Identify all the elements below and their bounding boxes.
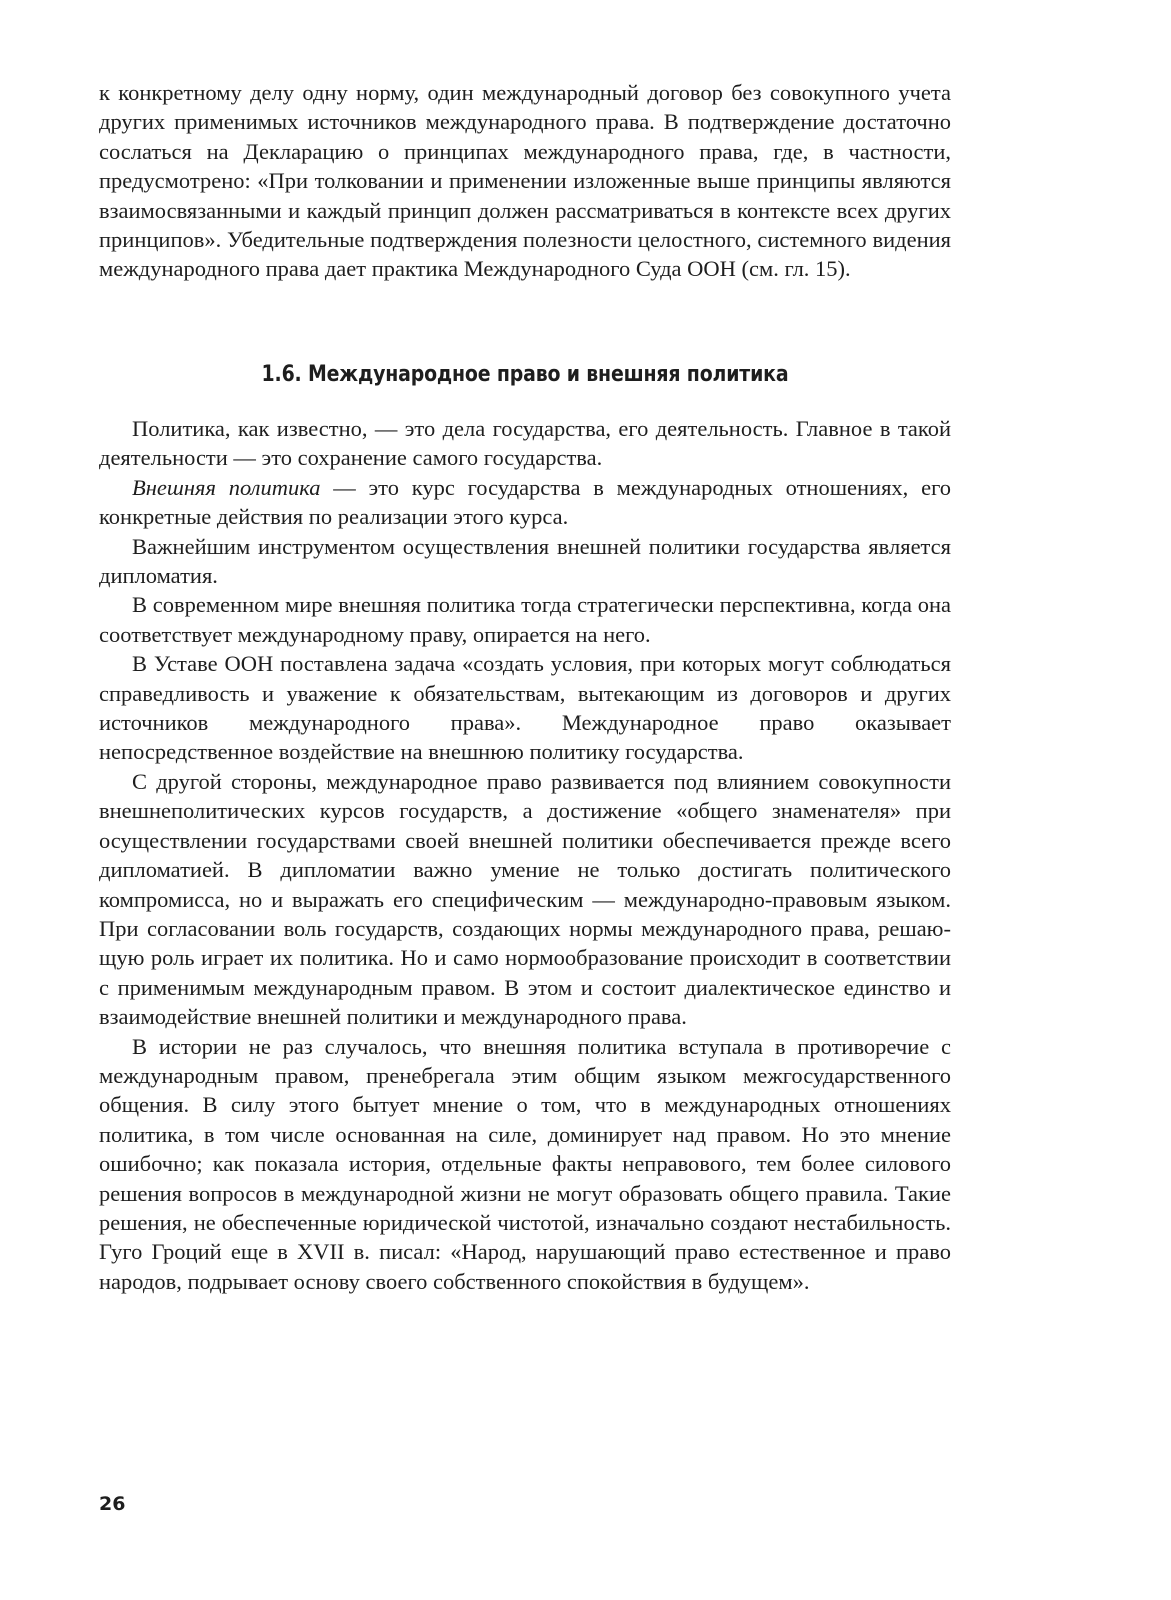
section-heading: 1.6. Международное право и внешняя политика: [261, 362, 789, 387]
page-number: 26: [99, 1493, 126, 1515]
paragraph-diplomacy: Важнейшим инструментом осуществления внешней политики государства является дипломатия.: [99, 533, 951, 589]
paragraph-continuation: к конкретному делу одну норму, один международный договор без совокупного учета других применимых источников международного права. В подтверждение достаточно сослаться на Декларацию о принципах международного права, где, в частности, предусмотрено: «При толковании и применении изложенные выше принципы являются взаимосвязанными и каждый принцип должен рассматриваться в контексте всех других принципов». Убедительные подтверждения полезности целостного, системного видения международного права дает практика Международного Суда ООН (см. гл. 15).: [99, 80, 951, 282]
paragraph-modern-world: В современном мире внешняя политика тогда стратегически перспективна, когда она соответствует международному праву, опирается на него.: [99, 592, 951, 647]
definition-term: Внешняя политика: [132, 474, 321, 500]
paragraph-other-side: С другой стороны, международное право развивается под влиянием совокупности внешнеполитических курсов государств, а достижение «общего знаменателя» при осуществлении государствами своей внешней политики обеспечивается прежде всего дипломатией. В дипломатии важно умение не только достигать политического компромисса, но и выражать его специфическим — международно-правовым языком. При согласовании воль государств, создающих нормы международного права, решающую роль играет их политика. Но и само нормообразование происходит в соответствии с применимым международным правом. В этом и состоит диалектическое единство и взаимодействие внешней политики и международного права.: [99, 768, 951, 1030]
paragraph-politics: Политика, как известно, — это дела государства, его деятельность. Главное в такой деятельности — это сохранение самого государства.: [99, 416, 951, 471]
section-body: [99, 414, 951, 1296]
paragraph-history: В истории не раз случалось, что внешняя политика вступала в противоречие с международным правом, пренебрегала этим общим языком межгосударственного общения. В силу этого бытует мнение о том, что в международных отношениях политика, в том числе основанная на силе, доминирует над правом. Но это мнение ошибочно; как показала история, отдельные факты неправового, тем более силового решения вопросов в международной жизни не могут образовать общего правила. Такие решения, не обеспеченные юридической чистотой, изначально создают нестабильность. Гуго Гроций еще в XVII в. писал: «Народ, нарушающий право естественное и право народов, подрывает основу своего собственного спокойствия в будущем».: [99, 1033, 951, 1294]
paragraph-foreign-policy-definition: [99, 473, 951, 532]
paragraph-un-charter: В Уставе ООН поставлена задача «создать условия, при которых могут соблюдаться справедливость и уважение к обязательствам, вытекающим из договоров и других источников международного права». Международное право оказывает непосредственное воздействие на внешнюю политику государства.: [99, 651, 951, 765]
top-text-block: [99, 78, 951, 284]
definition-text: — это курс государства в международных отношениях, его конкретные действия по реализации этого курса.: [99, 474, 951, 530]
